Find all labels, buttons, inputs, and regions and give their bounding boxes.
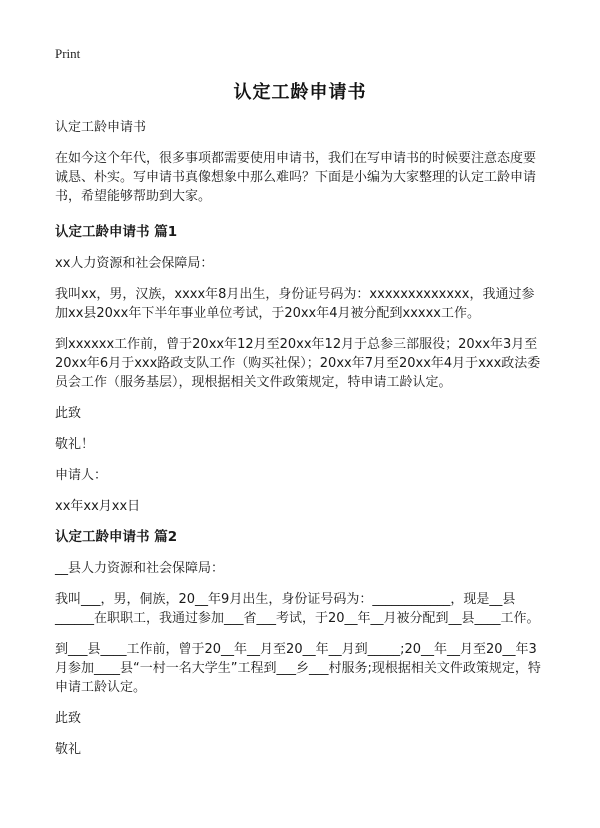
section-heading-1: 认定工龄申请书 篇1 <box>55 224 178 240</box>
document-title: 认定工龄申请书 <box>233 82 367 103</box>
document-subtitle: 认定工龄申请书 <box>55 120 147 135</box>
body-paragraph: 到xxxxxx工作前，曾于20xx年12月至20xx年12月于总参三部服役；20xx年3月至20xx年6月于xxx路政支队工作（购买社保）；20xx年7月至20xx年4月于xxx政法委员会工作（服务基层），现根据相关文件政策规定，特申请工龄认定。 <box>55 337 541 390</box>
date-line: xx年xx月xx日 <box>55 499 141 514</box>
recipient-line: __县人力资源和社会保障局： <box>55 561 225 576</box>
body-paragraph: 我叫xx，男，汉族，xxxx年8月出生，身份证号码为：xxxxxxxxxxxxx，我通过参加xx县20xx年下半年事业单位考试，于20xx年4月被分配到xxxxx工作。 <box>55 287 535 321</box>
closing-line: 敬礼！ <box>55 437 95 452</box>
closing-line: 此致 <box>55 406 82 421</box>
closing-line: 敬礼 <box>55 742 82 757</box>
closing-line: 此致 <box>55 711 82 726</box>
recipient-line: xx人力资源和社会保障局： <box>55 256 214 271</box>
print-link[interactable]: Print <box>55 46 81 61</box>
intro-paragraph: 在如今这个年代，很多事项都需要使用申请书，我们在写申请书的时候要注意态度要诚恳、朴实。写申请书真像想象中那么难吗？下面是小编为大家整理的认定工龄申请书，希望能够帮助到大家。 <box>55 151 537 204</box>
document-body <box>55 118 545 771</box>
body-paragraph: 我叫___，男，侗族，20__年9月出生，身份证号码为：____________，现是__县______在职职工，我通过参加___省___考试，于20__年__月被分配到__县____工作。 <box>55 592 540 626</box>
applicant-line: 申请人： <box>55 468 108 483</box>
body-paragraph: 到___县____工作前，曾于20__年__月至20__年__月到_____;20__年__月至20__年3月参加____县“一村一名大学生”工程到___乡___村服务;现根据相关文件政策规定，特申请工龄认定。 <box>55 642 541 695</box>
section-heading-2: 认定工龄申请书 篇2 <box>55 529 178 545</box>
